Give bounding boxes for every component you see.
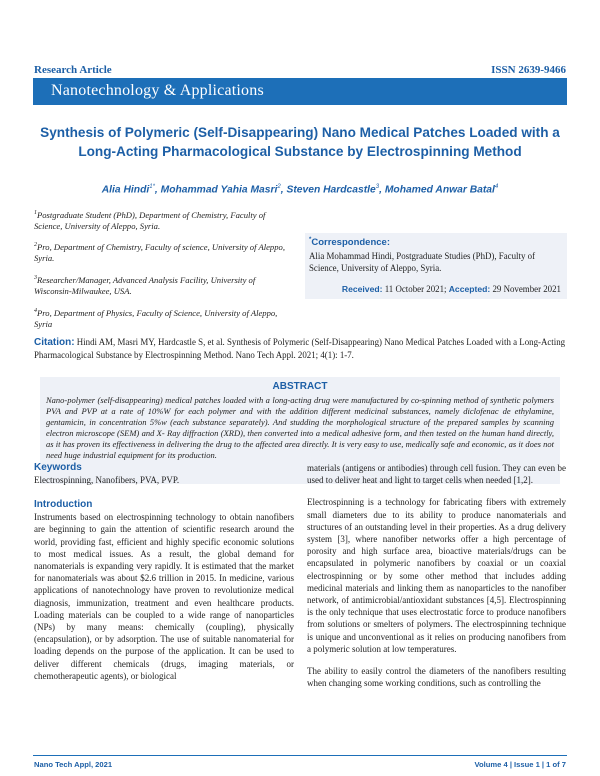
- affiliation-number: 2: [34, 242, 37, 248]
- accepted-date: 29 November 2021: [492, 284, 561, 294]
- author-sup: 2: [277, 184, 281, 190]
- introduction-heading: Introduction: [34, 499, 93, 511]
- top-meta: [34, 64, 566, 78]
- paragraph: The ability to easily control the diameters of the nanofibers resulting when changing some working conditions, such as controlling the: [307, 666, 566, 689]
- abstract-text: Nano-polymer (self-disappearing) medical patches loaded with a long-acting drug were manufactured by co-spinning method of synthetic polymers PVA and PVP at a rate of 10%W for each polymer and with the addition different medicinal substances, namely diclofenac de ethylamine, gentamicin, in concentration 5%w (each substance separately). And studding the morphological structure of the prepared samples by scanning electron microscope (SEM) and X- Ray diffraction (XRD), then converted into a medical adhesive form, and then tested on the human hand directly, as it has proven its effectiveness in delivering the drug to the affected area directly. It is very easy to use, medically safe and economic, as it does not need huge industrial equipment for its production.: [46, 395, 554, 460]
- article-type: Research Article: [34, 64, 112, 76]
- author-name: Alia Hindi: [101, 184, 150, 196]
- affiliation: [34, 273, 294, 298]
- author-name: Mohamed Anwar Batal: [384, 184, 495, 196]
- accepted-label: Accepted:: [448, 284, 491, 294]
- correspondence-box: [305, 233, 567, 299]
- article-title: Synthesis of Polymeric (Self-Disappearing) Nano Medical Patches Loaded with a Long-Acting Pharmacological Substance by Electrospinning Method: [40, 125, 560, 159]
- footer-journal: Nano Tech Appl, 2021: [34, 760, 113, 769]
- keywords-text: Electrospinning, Nanofibers, PVA, PVP.: [34, 475, 180, 485]
- affiliation-text: Postgraduate Student (PhD), Department of Chemistry, Faculty of Science, University of Aleppo, Syria.: [34, 209, 266, 232]
- author-sup: 4: [494, 184, 499, 190]
- received-date: 11 October 2021: [384, 284, 445, 294]
- citation: [34, 336, 566, 361]
- received-label: Received:: [341, 284, 383, 294]
- journal-name: Nanotechnology & Applications: [51, 82, 264, 99]
- affiliation-text: Pro, Department of Physics, Faculty of Science, University of Aleppo, Syria: [34, 307, 278, 330]
- author-sep: ,: [154, 184, 161, 196]
- author-sep: ,: [379, 184, 385, 196]
- affiliation-number: 1: [34, 210, 37, 216]
- right-column: [307, 462, 566, 689]
- keywords-heading: Keywords: [34, 462, 82, 473]
- author-name: Mohammad Yahia Masri: [160, 184, 278, 196]
- correspondence-marker: *: [309, 237, 312, 243]
- correspondence-text: Alia Mohammad Hindi, Postgraduate Studies (PhD), Faculty of Science, University of Aleppo, Syria.: [309, 251, 536, 273]
- issn: ISSN 2639-9466: [491, 64, 566, 76]
- journal-banner: [33, 78, 567, 105]
- author-name: Steven Hardcastle: [286, 184, 376, 196]
- author-sep: ,: [280, 184, 287, 196]
- left-column: [34, 462, 294, 682]
- citation-text: Hindi AM, Masri MY, Hardcastle S, et al. Synthesis of Polymeric (Self-Disappearing) Nano Medical Patches Loaded with a Long-Acting Pharmacological Substance by Electrospinning Method. Nano Tech Appl. 2021; 4(1): 1-7.: [34, 337, 566, 361]
- footer-divider: [33, 755, 567, 756]
- author-list: [40, 184, 560, 195]
- footer-page-info: Volume 4 | Issue 1 | 1 of 7: [474, 760, 566, 769]
- citation-label: Citation:: [34, 337, 75, 348]
- author-sup: 1*: [149, 184, 155, 190]
- affiliation: [34, 306, 294, 331]
- correspondence-label: Correspondence:: [311, 237, 390, 249]
- article-dates: Received: 11 October 2021; Accepted: 29 November 2021: [341, 284, 561, 294]
- abstract-heading: ABSTRACT: [272, 381, 328, 392]
- correspondence-heading: [309, 237, 390, 248]
- affiliation-number: 4: [34, 308, 37, 314]
- affiliation-text: Researcher/Manager, Advanced Analysis Facility, University of Wisconsin-Milwaukee, USA.: [34, 274, 256, 297]
- affiliation-number: 3: [34, 275, 37, 281]
- affiliation: [34, 240, 294, 265]
- affiliation: [34, 208, 294, 233]
- author-sup: 3: [375, 184, 380, 190]
- paragraph: materials (antigens or antibodies) through cell fusion. They can even be used to deliver heat and light to target cells when needed [1,2].: [307, 463, 566, 486]
- affiliation-text: Pro, Department of Chemistry, Faculty of science, University of Aleppo, Syria.: [34, 241, 285, 264]
- introduction-text: Instruments based on electrospinning technology to obtain nanofibers are beginning to gain the attention of scientific research around the world, providing fast, efficient and highly specific economic solutions to most medical issues. As a result, the global demand for nanomaterials is expanding very rapidly. It is estimated that the market for nanomaterials was about $2.6 trillion in 2015. In medicine, various applications of nanotechnology have proven to revolutionize medical diagnosis, immunization, treatment and even healthcare products. Loading materials can be coupled to a wide range of nanoparticles (NPs) by many means: chemically (coupling), physically (encapsulation), or by adsorption. The use of suitable nanomaterial for loading depends on the purpose of the application. It can be used to deliver different chemicals (drugs, imaging materials, or chemotherapeutic agents), or biological: [34, 512, 294, 681]
- paragraph: Electrospinning is a technology for fabricating fibers with extremely small diameters due to its ability to produce nanomaterials and structures of an outstanding level in their properties. As a drug delivery system [3], where nanofiber networks offer a high percentage of porosity and high surface area, bioactive materials/drugs can be encapsulated in polymeric nanofibers by coaxial or un coaxial electrospinning or by some other method that includes adding medicinal materials and linking them as nanoparticles to the nanofiber network, of antimicrobial/antioxidant substances [4,5]. Electrospinning is the only technique that uses electrostatic force to produce nanofibers from solutions or smelters of polymers. The electrospinning technique is unique and unconventional as it relies on producing nanofibers from a polymeric solution at low temperatures.: [307, 497, 566, 654]
